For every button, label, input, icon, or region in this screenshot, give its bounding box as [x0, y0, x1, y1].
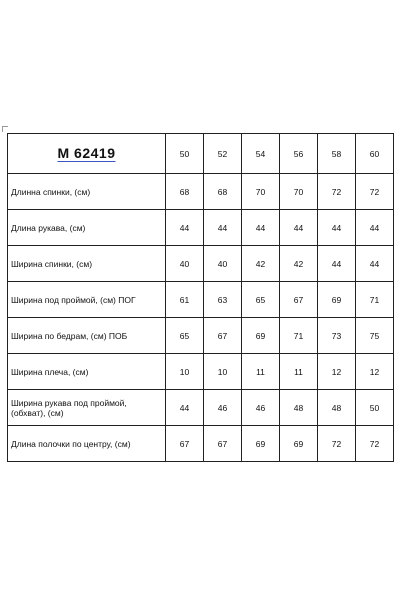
table-row — [8, 246, 394, 282]
size-header: 52 — [204, 134, 242, 174]
size-header: 60 — [356, 134, 394, 174]
size-header: 58 — [318, 134, 356, 174]
measurement-value: 67 — [204, 318, 242, 354]
measurement-label: Ширина рукава под проймой, (обхват), (см) — [8, 390, 166, 426]
measurement-value: 10 — [204, 354, 242, 390]
measurement-value: 48 — [318, 390, 356, 426]
measurement-value: 72 — [318, 426, 356, 462]
measurement-value: 44 — [318, 210, 356, 246]
measurement-value: 72 — [356, 174, 394, 210]
measurement-value: 67 — [280, 282, 318, 318]
measurement-value: 50 — [356, 390, 394, 426]
measurement-value: 72 — [356, 426, 394, 462]
measurement-value: 44 — [242, 210, 280, 246]
measurement-label: Ширина спинки, (см) — [8, 246, 166, 282]
size-header: 56 — [280, 134, 318, 174]
measurement-value: 10 — [166, 354, 204, 390]
measurement-label: Ширина под проймой, (см) ПОГ — [8, 282, 166, 318]
measurement-value: 67 — [204, 426, 242, 462]
size-header: 54 — [242, 134, 280, 174]
measurement-value: 68 — [204, 174, 242, 210]
measurement-value: 40 — [166, 246, 204, 282]
measurement-value: 69 — [280, 426, 318, 462]
measurement-value: 11 — [242, 354, 280, 390]
measurement-label: Длинна спинки, (см) — [8, 174, 166, 210]
measurement-value: 40 — [204, 246, 242, 282]
measurement-value: 69 — [242, 318, 280, 354]
corner-crop-mark — [2, 126, 8, 132]
measurement-value: 46 — [204, 390, 242, 426]
measurement-value: 68 — [166, 174, 204, 210]
measurement-label: Ширина по бедрам, (см) ПОБ — [8, 318, 166, 354]
measurement-value: 44 — [166, 390, 204, 426]
measurement-value: 42 — [280, 246, 318, 282]
measurement-value: 44 — [280, 210, 318, 246]
measurement-value: 65 — [166, 318, 204, 354]
table-row — [8, 426, 394, 462]
measurement-value: 11 — [280, 354, 318, 390]
measurement-value: 71 — [356, 282, 394, 318]
table-row — [8, 318, 394, 354]
measurement-value: 42 — [242, 246, 280, 282]
measurement-value: 71 — [280, 318, 318, 354]
measurement-value: 67 — [166, 426, 204, 462]
measurement-label: Ширина плеча, (см) — [8, 354, 166, 390]
measurement-value: 75 — [356, 318, 394, 354]
measurement-value: 70 — [280, 174, 318, 210]
model-code: М 62419 — [57, 144, 116, 161]
size-chart-table — [7, 133, 394, 462]
table-row — [8, 354, 394, 390]
table-row — [8, 210, 394, 246]
measurement-value: 44 — [356, 210, 394, 246]
measurement-value: 65 — [242, 282, 280, 318]
measurement-value: 46 — [242, 390, 280, 426]
measurement-value: 12 — [318, 354, 356, 390]
measurement-value: 61 — [166, 282, 204, 318]
measurement-label: Длина рукава, (см) — [8, 210, 166, 246]
measurement-value: 70 — [242, 174, 280, 210]
table-row — [8, 282, 394, 318]
measurement-value: 72 — [318, 174, 356, 210]
measurement-value: 69 — [318, 282, 356, 318]
measurement-value: 48 — [280, 390, 318, 426]
header-row — [8, 134, 394, 174]
table-row — [8, 174, 394, 210]
measurement-value: 44 — [356, 246, 394, 282]
measurement-value: 44 — [166, 210, 204, 246]
measurement-label: Длина полочки по центру, (см) — [8, 426, 166, 462]
measurement-value: 73 — [318, 318, 356, 354]
size-header: 50 — [166, 134, 204, 174]
measurement-value: 44 — [318, 246, 356, 282]
model-code-cell — [8, 134, 166, 174]
measurement-value: 69 — [242, 426, 280, 462]
measurement-value: 63 — [204, 282, 242, 318]
measurement-value: 12 — [356, 354, 394, 390]
measurement-value: 44 — [204, 210, 242, 246]
table-row — [8, 390, 394, 426]
